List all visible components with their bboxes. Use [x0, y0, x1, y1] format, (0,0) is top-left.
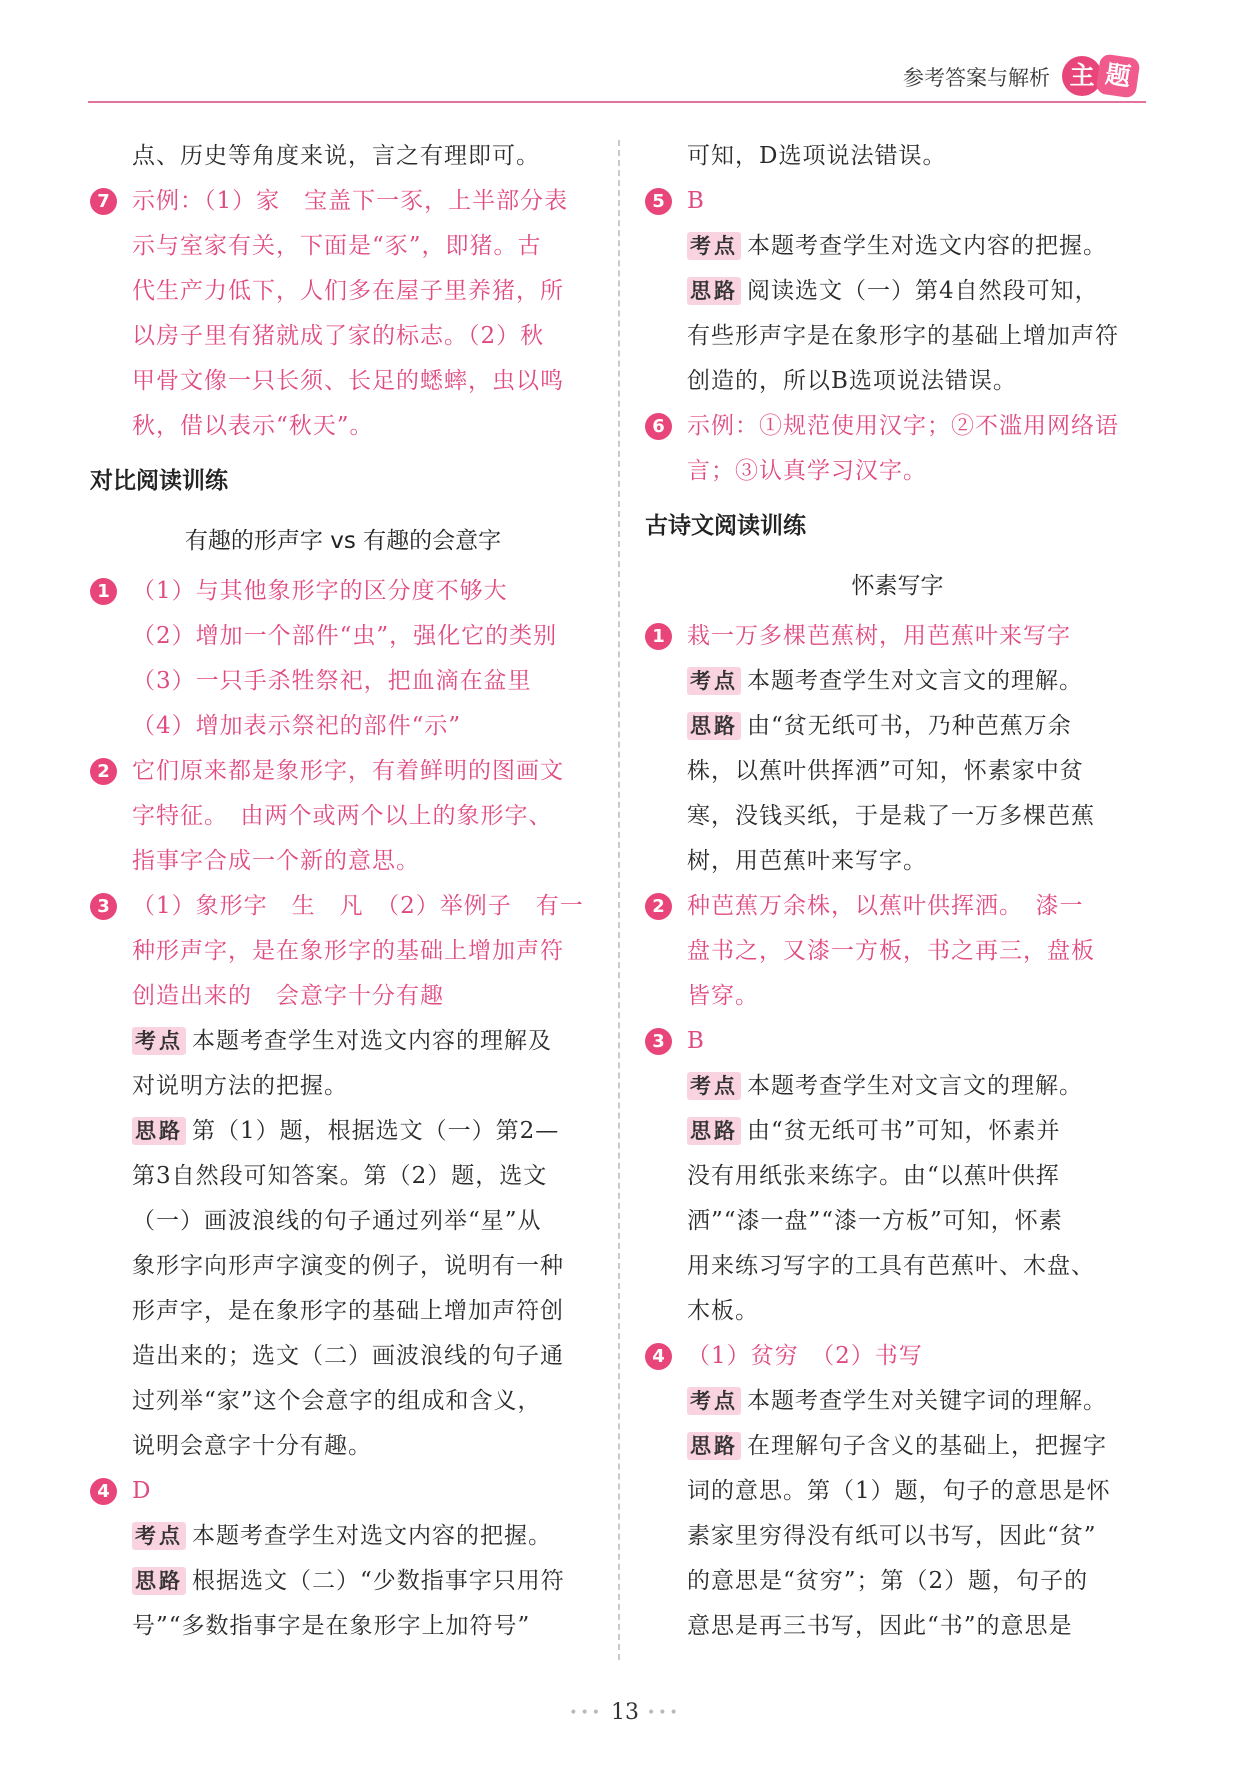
question-number-badge: 6 [645, 413, 672, 440]
question-number-badge: 1 [645, 623, 672, 650]
silu-line: 号”“多数指事字是在象形字上加符号” [132, 1613, 531, 1639]
passage-title: 有趣的形声字 vs 有趣的会意字 [184, 528, 502, 554]
answer-line: 代生产力低下，人们多在屋子里养猪，所 [132, 278, 564, 304]
question-number-badge: 3 [645, 1028, 672, 1055]
silu-line: 思路 由“贫无纸可书，乃种芭蕉万余 [645, 704, 1150, 749]
question-number-badge: 1 [90, 578, 117, 605]
silu-tag: 思路 [132, 1117, 186, 1145]
answer-line: 言；③认真学习汉字。 [687, 458, 927, 484]
answer-1 [645, 614, 1150, 884]
answer-line: 6 示例：①规范使用汉字；②不滥用网络语 [645, 404, 1150, 449]
silu-line: 素家里穷得没有纸可以书写，因此“贫” [687, 1523, 1097, 1549]
silu-line: 用来练习写字的工具有芭蕉叶、木盘、 [687, 1253, 1095, 1279]
kaodian-line: 考点 本题考查学生对文言文的理解。 [645, 1064, 1150, 1109]
kaodian-tag: 考点 [687, 667, 741, 695]
answer-line: 4 D [90, 1469, 596, 1514]
answer-7 [90, 179, 596, 449]
silu-line: 第3自然段可知答案。第（2）题，选文 [132, 1163, 548, 1189]
silu-line: 形声字，是在象形字的基础上增加声符创 [132, 1298, 564, 1324]
question-number-badge: 7 [90, 188, 117, 215]
silu-tag: 思路 [687, 277, 741, 305]
answer-line: 字特征。 由两个或两个以上的象形字、 [132, 803, 553, 829]
column-divider [618, 140, 620, 1660]
silu-line: 过列举“家”这个会意字的组成和含义， [132, 1388, 542, 1414]
left-column [90, 134, 596, 1649]
answer-2 [90, 749, 596, 884]
page-header [88, 52, 1146, 102]
silu-line: 意思是再三书写，因此“书”的意思是 [687, 1613, 1073, 1639]
silu-line: 株，以蕉叶供挥洒”可知，怀素家中贫 [687, 758, 1084, 784]
silu-tag: 思路 [687, 1432, 741, 1460]
answer-line: 5 B [645, 179, 1150, 224]
header-rule [88, 101, 1146, 103]
silu-line: 思路 由“贫无纸可书”可知，怀素并 [645, 1109, 1150, 1154]
answer-line: 指事字合成一个新的意思。 [132, 848, 420, 874]
question-number-badge: 4 [90, 1478, 117, 1505]
answer-line: （2）增加一个部件“虫”，强化它的类别 [132, 623, 558, 649]
badge-char-1: 主 [1062, 56, 1102, 96]
silu-line: 木板。 [687, 1298, 759, 1324]
kaodian-tag: 考点 [687, 1072, 741, 1100]
answer-line: 皆穿。 [687, 983, 759, 1009]
silu-tag: 思路 [687, 712, 741, 740]
answer-6 [645, 404, 1150, 494]
silu-line: 没有用纸张来练字。由“以蕉叶供挥 [687, 1163, 1060, 1189]
answer-line: 盘书之，又漆一方板，书之再三，盘板 [687, 938, 1095, 964]
answer-line: 2 种芭蕉万余株，以蕉叶供挥洒。 漆一 [645, 884, 1150, 929]
kaodian-tag: 考点 [132, 1027, 186, 1055]
badge-char-2: 题 [1095, 53, 1140, 98]
answer-line: 创造出来的 会意字十分有趣 [132, 983, 444, 1009]
answer-2 [645, 884, 1150, 1019]
answer-line: 秋，借以表示“秋天”。 [132, 413, 374, 439]
silu-line: 象形字向形声字演变的例子，说明有一种 [132, 1253, 564, 1279]
continued-line: 点、历史等角度来说，言之有理即可。 [132, 143, 540, 169]
answer-line: （4）增加表示祭祀的部件“示” [132, 713, 462, 739]
answer-5 [645, 179, 1150, 404]
section-title: 古诗文阅读训练 [645, 513, 806, 539]
answer-4 [645, 1334, 1150, 1649]
silu-line: 有些形声字是在象形字的基础上增加声符 [687, 323, 1119, 349]
answer-line: 3 （1）象形字 生 凡 （2）举例子 有一 [90, 884, 596, 929]
answer-line: 1 栽一万多棵芭蕉树，用芭蕉叶来写字 [645, 614, 1150, 659]
answer-line: 甲骨文像一只长须、长足的蟋蟀，虫以鸣 [132, 368, 564, 394]
header-title: 参考答案与解析 [903, 66, 1050, 90]
topic-badge [1062, 56, 1146, 96]
answer-line: 种形声字，是在象形字的基础上增加声符 [132, 938, 564, 964]
page-number: 13 [611, 1700, 639, 1725]
silu-line: 洒”“漆一盘”“漆一方板”可知，怀素 [687, 1208, 1063, 1234]
page-footer [0, 1700, 1250, 1725]
kaodian-tag: 考点 [132, 1522, 186, 1550]
silu-line: 树，用芭蕉叶来写字。 [687, 848, 927, 874]
passage-title: 怀素写字 [851, 573, 944, 599]
continued-line: 可知，D选项说法错误。 [687, 143, 947, 169]
answer-line: 以房子里有猪就成了家的标志。（2）秋 [132, 323, 545, 349]
answer-line: 示与室家有关，下面是“豕”，即猪。古 [132, 233, 542, 259]
right-column [645, 134, 1150, 1649]
silu-line: 的意思是“贫穷”；第（2）题，句子的 [687, 1568, 1089, 1594]
silu-tag: 思路 [687, 1117, 741, 1145]
silu-line: 说明会意字十分有趣。 [132, 1433, 372, 1459]
answer-3 [90, 884, 596, 1469]
answer-4 [90, 1469, 596, 1649]
answer-line: 7 示例：（1）家 宝盖下一豕，上半部分表 [90, 179, 596, 224]
kaodian-line: 考点 本题考查学生对关键字词的理解。 [645, 1379, 1150, 1424]
silu-line: （一）画波浪线的句子通过列举“星”从 [132, 1208, 542, 1234]
question-number-badge: 5 [645, 188, 672, 215]
silu-line: 创造的，所以B选项说法错误。 [687, 368, 1017, 394]
silu-line: 造出来的；选文（二）画波浪线的句子通 [132, 1343, 564, 1369]
kaodian-line: 对说明方法的把握。 [132, 1073, 348, 1099]
question-number-badge: 2 [90, 758, 117, 785]
answer-line: （3）一只手杀牲祭祀，把血滴在盆里 [132, 668, 532, 694]
answer-3 [645, 1019, 1150, 1334]
kaodian-line: 考点 本题考查学生对选文内容的把握。 [645, 224, 1150, 269]
silu-line: 思路 第（1）题，根据选文（一）第2— [90, 1109, 596, 1154]
silu-line: 寒，没钱买纸，于是栽了一万多棵芭蕉 [687, 803, 1095, 829]
question-number-badge: 2 [645, 893, 672, 920]
answer-line: 1 （1）与其他象形字的区分度不够大 [90, 569, 596, 614]
silu-line: 思路 阅读选文（一）第4自然段可知， [645, 269, 1150, 314]
answer-1 [90, 569, 596, 749]
section-title: 对比阅读训练 [90, 468, 228, 494]
silu-line: 思路 在理解句子含义的基础上，把握字 [645, 1424, 1150, 1469]
answer-line: 3 B [645, 1019, 1150, 1064]
kaodian-tag: 考点 [687, 232, 741, 260]
answer-line: 2 它们原来都是象形字，有着鲜明的图画文 [90, 749, 596, 794]
silu-line: 词的意思。第（1）题，句子的意思是怀 [687, 1478, 1111, 1504]
question-number-badge: 4 [645, 1343, 672, 1370]
footer-dots-left: ••• [569, 1705, 603, 1721]
kaodian-line: 考点 本题考查学生对选文内容的理解及 [90, 1019, 596, 1064]
kaodian-line: 考点 本题考查学生对选文内容的把握。 [90, 1514, 596, 1559]
question-number-badge: 3 [90, 893, 117, 920]
silu-tag: 思路 [132, 1567, 186, 1595]
footer-dots-right: ••• [647, 1705, 681, 1721]
kaodian-line: 考点 本题考查学生对文言文的理解。 [645, 659, 1150, 704]
silu-line: 思路 根据选文（二）“少数指事字只用符 [90, 1559, 596, 1604]
answer-line: 4 （1）贫穷 （2）书写 [645, 1334, 1150, 1379]
kaodian-tag: 考点 [687, 1387, 741, 1415]
